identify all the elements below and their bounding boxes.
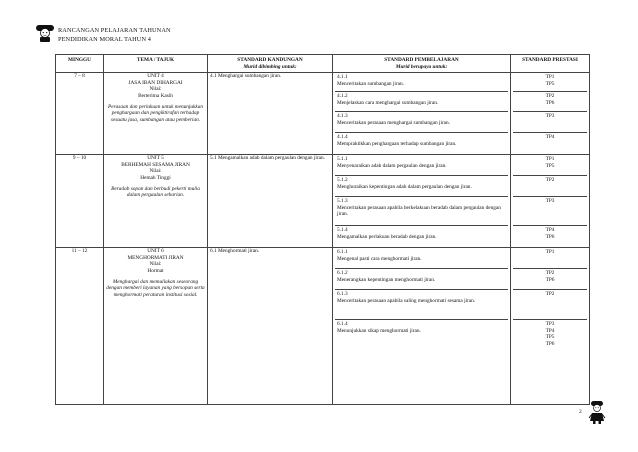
value-description: Beradab sopan dan berbudi pekerti mulia dalam pergaulan seharian. (111, 185, 200, 199)
standard-pembelajaran-cell (333, 73, 511, 155)
learning-standard-text: Menceritakan perasaan apabila saling menghormati sesama jiran. (337, 297, 476, 304)
standard-prestasi-cell (511, 155, 590, 248)
learning-standard-text: Menceritakan perasaan apabila berkelakuan beradab dalam pergaulan dengan jiran. (337, 204, 501, 218)
learning-standard-item (335, 269, 508, 290)
learning-standard-item (335, 92, 508, 112)
learning-standard-text: Menjelaskan cara menghargai sumbangan jiran. (337, 99, 439, 106)
learning-standard-item (335, 155, 508, 176)
document-title: RANCANGAN PELAJARAN TAHUNAN (58, 27, 171, 34)
learning-standard-text: Menceritakan sumbangan jiran. (337, 80, 404, 87)
learning-standard-text: Menyenaraikan adab dalam pergaulan dengan jiran. (337, 162, 447, 169)
learning-standard-item (335, 133, 508, 154)
performance-standard-item (513, 176, 587, 197)
performance-standard-item (513, 226, 587, 247)
page-number: 2 (579, 409, 582, 415)
learning-standard-text: Menghuraikan kepentingan adab dalam pergaulan dengan jiran. (337, 183, 472, 190)
nilai-value: Hormat (147, 267, 164, 274)
standard-prestasi-cell (511, 73, 590, 155)
header-pembelajaran-label: STANDARD PEMBELAJARAN (384, 57, 459, 63)
header-tema: TEMA / TAJUK (104, 55, 208, 73)
document-subtitle: PENDIDIKAN MORAL TAHUN 4 (58, 36, 152, 43)
tp-level: TP6 (545, 276, 555, 283)
standard-pembelajaran-cell (333, 248, 511, 405)
tp-level: TP1 (545, 156, 555, 163)
tp-level: TP5 (545, 80, 555, 87)
learning-standard-item (335, 290, 508, 320)
week-cell: 7 – 8 (56, 73, 104, 155)
performance-standard-item (513, 320, 587, 404)
standard-kandungan-cell: 6.1 Menghormati jiran. (208, 248, 333, 405)
tp-level: TP3 (545, 198, 555, 205)
theme-cell (104, 248, 208, 405)
performance-standard-item (513, 197, 587, 226)
performance-standard-item (513, 269, 587, 290)
tp-level: TP2 (545, 270, 555, 277)
unit-title: MENGHORMATI JIRAN (127, 254, 184, 261)
learning-standard-code: 5.1.4 (337, 227, 348, 234)
tp-level: TP5 (545, 334, 555, 341)
annual-plan-table (55, 54, 590, 405)
learning-standard-item (335, 176, 508, 197)
tp-level: TP4 (545, 134, 555, 141)
learning-standard-item (335, 226, 508, 247)
learning-standard-code: 6.1.3 (337, 291, 348, 298)
table-row (56, 155, 590, 248)
performance-standard-item (513, 155, 587, 176)
performance-standard-item (513, 92, 587, 112)
standard-kandungan-cell: 5.1 Mengamalkan adab dalam pergaulan dengan jiran. (208, 155, 333, 248)
header-kandungan-sub: Murid dibimbing untuk: (243, 63, 297, 70)
theme-cell (104, 155, 208, 248)
tp-level: TP6 (545, 340, 555, 347)
nilai-value: Berterima Kasih (138, 92, 173, 99)
tp-level: TP2 (545, 177, 555, 184)
learning-standard-text: Mengamalkan perlakuan beradab dengan jiran. (337, 233, 437, 240)
learning-standard-code: 6.1.2 (337, 270, 348, 277)
header-pembelajaran-sub: Murid berupaya untuk: (395, 63, 448, 70)
performance-standard-item (513, 248, 587, 269)
unit-label: UNIT 4 (147, 73, 164, 80)
header-prestasi: STANDARD PRESTASI (511, 55, 590, 73)
nilai-label: Nilai: (149, 86, 162, 93)
tp-level: TP4 (545, 327, 555, 334)
tp-level: TP1 (545, 249, 555, 256)
nilai-label: Nilai: (149, 261, 162, 268)
learning-standard-code: 4.1.4 (337, 134, 348, 141)
learning-standard-code: 5.1.2 (337, 177, 348, 184)
table-header-row (56, 55, 590, 73)
learning-standard-item (335, 112, 508, 133)
value-description: Menghargai dan memuliakan seseorang dengan memberi layanan yang bersopan serta menghormati peraturan institusi sosial. (106, 278, 205, 298)
unit-title: BERHEMAH SESAMA JIRAN (121, 161, 190, 168)
nilai-label: Nilai: (149, 168, 162, 175)
document-header (58, 26, 171, 44)
learning-standard-code: 5.1.3 (337, 198, 348, 205)
header-kandungan (208, 55, 333, 73)
unit-label: UNIT 6 (147, 248, 164, 255)
header-pembelajaran (333, 55, 511, 73)
tp-level: TP1 (545, 74, 555, 81)
learning-standard-code: 4.1.3 (337, 113, 348, 120)
tp-level: TP5 (545, 162, 555, 169)
unit-label: UNIT 5 (147, 155, 164, 162)
learning-standard-text: Mengenal pasti cara menghormati jiran. (337, 255, 422, 262)
performance-standard-item (513, 112, 587, 133)
learning-standard-code: 6.1.4 (337, 321, 348, 328)
unit-title: JASA IBAN DIHARGAI (128, 79, 183, 86)
learning-standard-code: 4.1.1 (337, 74, 348, 81)
value-description: Perasaan dan perlakuan untuk menunjukkan penghargaan dan pengiktirafan terhadap sesuatu jasa, sumbangan atau pemberian. (107, 103, 204, 123)
learning-standard-item (335, 320, 508, 404)
learning-standard-code: 5.1.1 (337, 156, 348, 163)
performance-standard-item (513, 133, 587, 154)
learning-standard-text: Menunjukkan sikap menghormati jiran. (337, 327, 421, 334)
tp-level: TP6 (545, 99, 555, 106)
standard-prestasi-cell (511, 248, 590, 405)
performance-standard-item (513, 290, 587, 320)
standard-pembelajaran-cell (333, 155, 511, 248)
standard-kandungan-cell: 4.1 Menghargai sumbangan jiran. (208, 73, 333, 155)
table-row (56, 73, 590, 155)
mascot-logo-icon (34, 24, 56, 42)
tp-level: TP3 (545, 321, 555, 328)
learning-standard-item (335, 248, 508, 269)
tp-level: TP2 (545, 93, 555, 100)
learning-standard-code: 4.1.2 (337, 93, 348, 100)
learning-standard-text: Mempraktikkan penghargaan terhadap sumbangan jiran. (337, 140, 457, 147)
mascot-footer-icon (588, 400, 606, 424)
tp-level: TP4 (545, 227, 555, 234)
week-cell: 11 – 12 (56, 248, 104, 405)
performance-standard-item (513, 73, 587, 92)
header-kandungan-label: STANDARD KANDUNGAN (237, 57, 303, 63)
header-minggu: MINGGU (56, 55, 104, 73)
tp-level: TP6 (545, 233, 555, 240)
tp-level: TP3 (545, 113, 555, 120)
nilai-value: Hemah Tinggi (140, 174, 171, 181)
tp-level: TP2 (545, 291, 555, 298)
learning-standard-text: Menerangkan kepentingan menghormati jiran. (337, 276, 436, 283)
theme-cell (104, 73, 208, 155)
learning-standard-item (335, 197, 508, 226)
learning-standard-code: 6.1.1 (337, 249, 348, 256)
learning-standard-item (335, 73, 508, 92)
learning-standard-text: Menceritakan perasaan menghargai sumbangan jiran. (337, 119, 451, 126)
week-cell: 9 – 10 (56, 155, 104, 248)
table-row (56, 248, 590, 405)
